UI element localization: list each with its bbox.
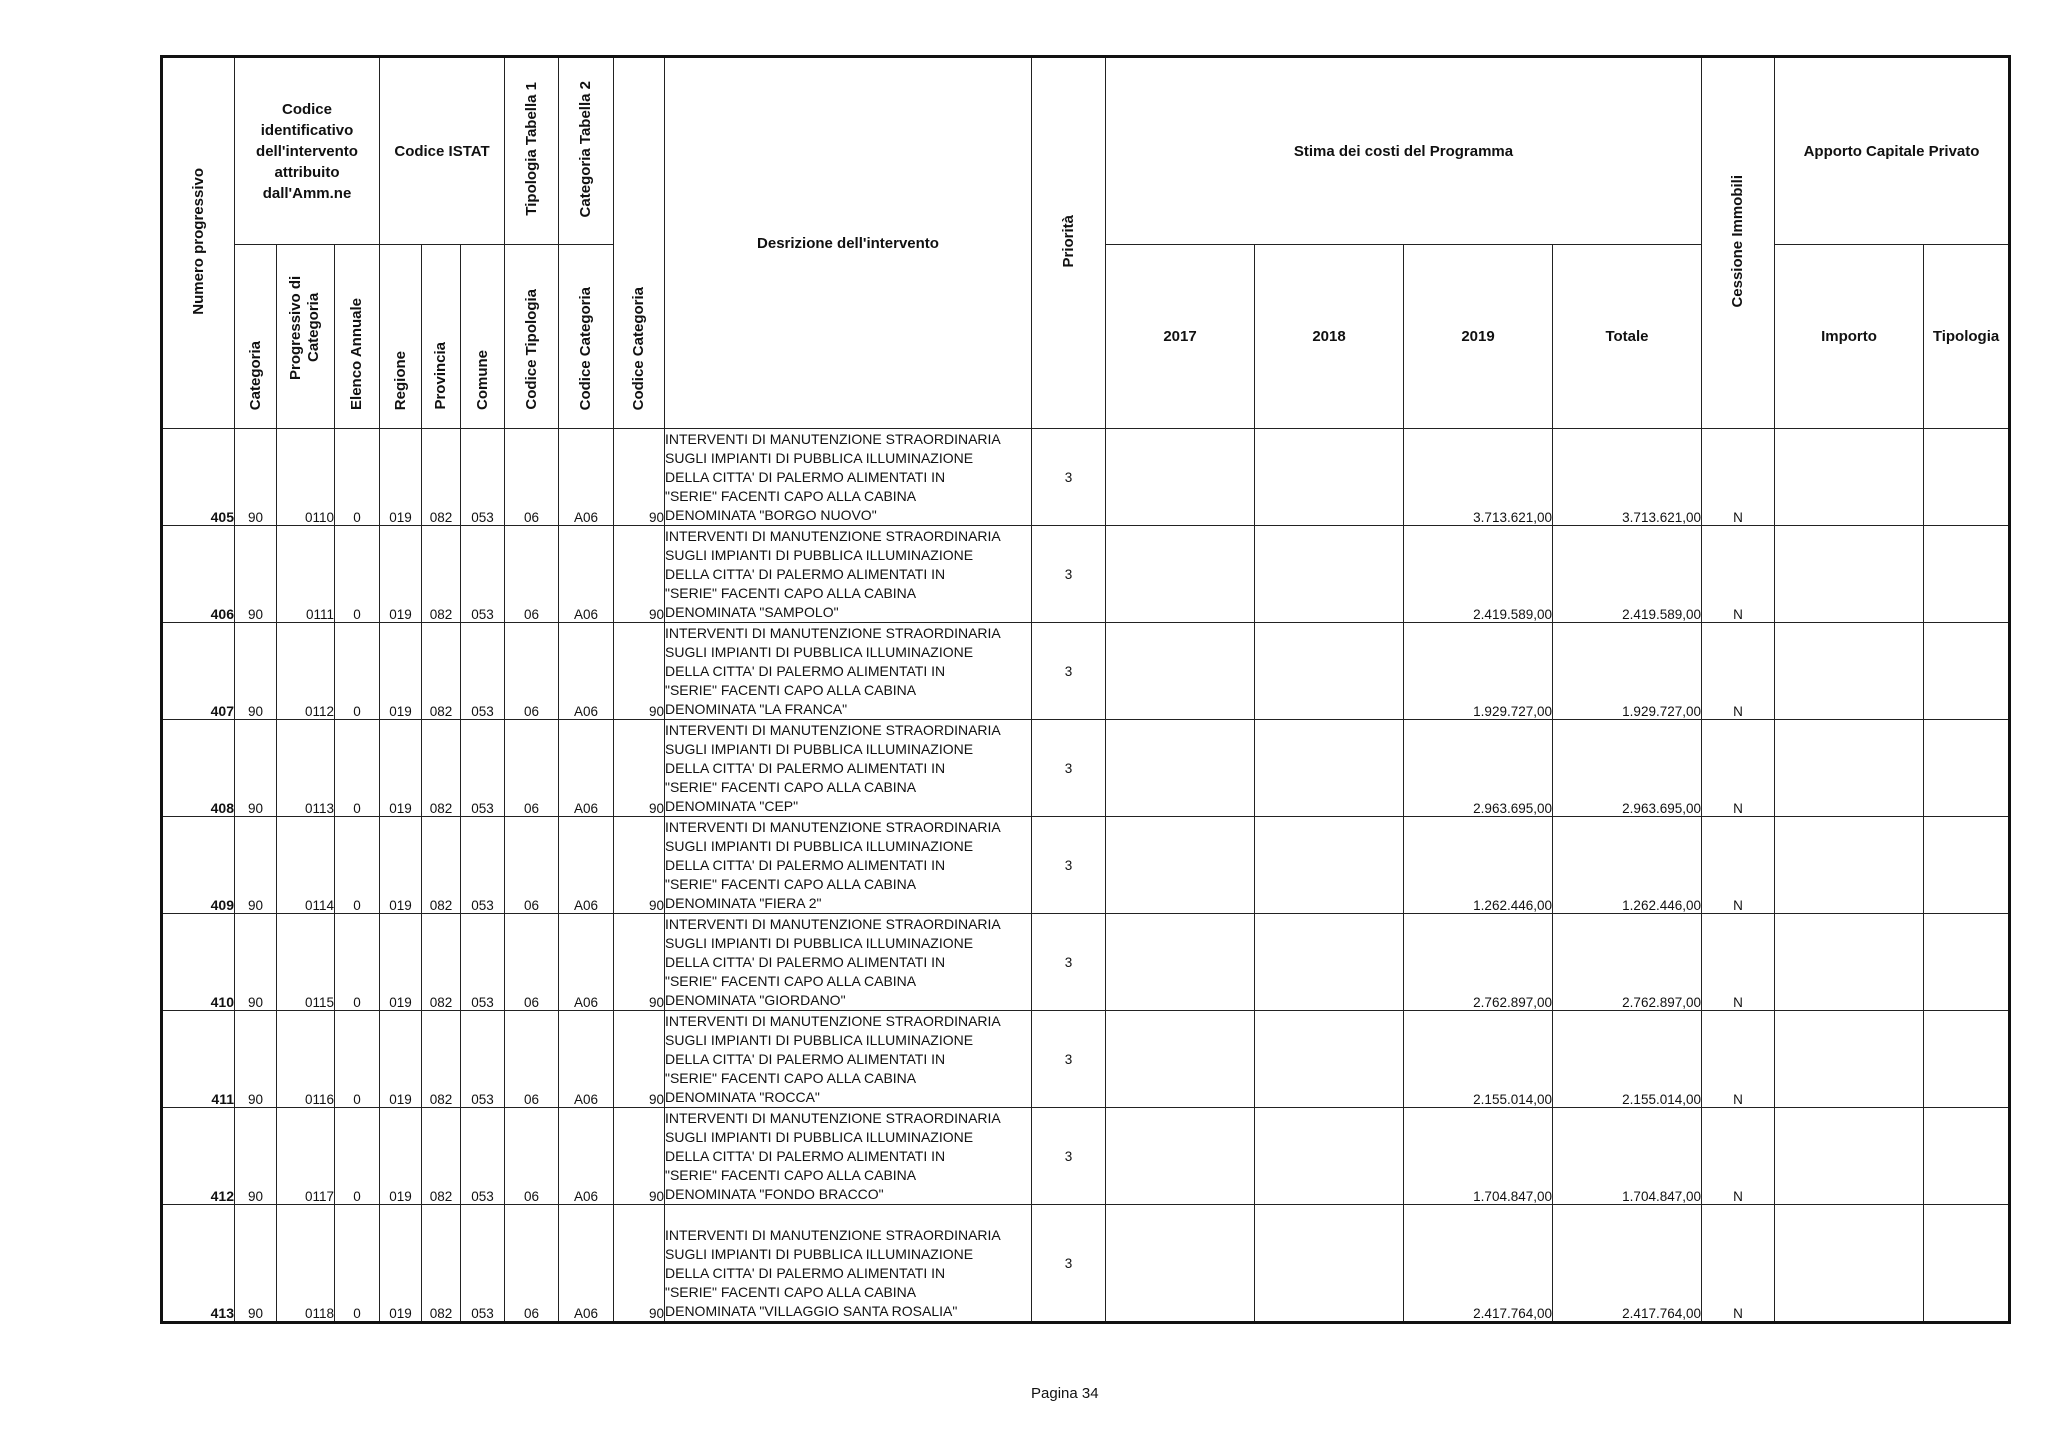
header-priorita: Priorità	[1032, 57, 1106, 429]
comune-cell: 053	[461, 914, 505, 1011]
cessione-cell: N	[1702, 914, 1775, 1011]
tipologia-cell: 06	[505, 429, 559, 526]
totale-cell: 3.713.621,00	[1553, 429, 1702, 526]
priorita-cell: 3	[1032, 720, 1106, 817]
page-number: Pagina 34	[1031, 1385, 1099, 1402]
categoria-cell: 90	[235, 429, 277, 526]
importo-cell	[1775, 1011, 1924, 1108]
header-codice-categoria-1: Codice Categoria	[559, 245, 614, 429]
descrizione-cell	[665, 1011, 1032, 1108]
categoria-cell: 90	[235, 914, 277, 1011]
costo-2018-cell	[1255, 1108, 1404, 1205]
codice-categoria-cell: A06	[559, 526, 614, 623]
provincia-cell: 082	[422, 1205, 461, 1323]
descrizione-line: SUGLI IMPIANTI DI PUBBLICA ILLUMINAZIONE	[665, 741, 974, 757]
numero-cell: 410	[162, 914, 235, 1011]
descrizione-line: DENOMINATA "SAMPOLO"	[665, 604, 839, 620]
costo-2017-cell	[1106, 1205, 1255, 1323]
tipologia-privato-cell	[1924, 720, 2010, 817]
priorita-cell: 3	[1032, 1205, 1106, 1323]
totale-cell: 1.929.727,00	[1553, 623, 1702, 720]
progressivo-cell: 0111	[277, 526, 335, 623]
descrizione-line: INTERVENTI DI MANUTENZIONE STRAORDINARIA	[665, 819, 1001, 835]
importo-cell	[1775, 1108, 1924, 1205]
tipologia-cell: 06	[505, 526, 559, 623]
regione-cell: 019	[380, 1205, 422, 1323]
descrizione-line: SUGLI IMPIANTI DI PUBBLICA ILLUMINAZIONE	[665, 935, 974, 951]
codice-categoria-2-cell: 90	[614, 1108, 665, 1205]
numero-cell: 413	[162, 1205, 235, 1323]
costo-2018-cell	[1255, 817, 1404, 914]
header-cessione-immobili: Cessione Immobili	[1702, 57, 1775, 429]
descrizione-line: INTERVENTI DI MANUTENZIONE STRAORDINARIA	[665, 528, 1001, 544]
numero-cell: 406	[162, 526, 235, 623]
codice-categoria-2-cell: 90	[614, 1011, 665, 1108]
provincia-cell: 082	[422, 1108, 461, 1205]
elenco-cell: 0	[335, 720, 380, 817]
tipologia-privato-cell	[1924, 914, 2010, 1011]
priorita-cell: 3	[1032, 914, 1106, 1011]
descrizione-line: INTERVENTI DI MANUTENZIONE STRAORDINARIA	[665, 1110, 1001, 1126]
numero-cell: 408	[162, 720, 235, 817]
costo-2019-cell: 2.419.589,00	[1404, 526, 1553, 623]
codice-categoria-2-cell: 90	[614, 623, 665, 720]
totale-cell: 2.155.014,00	[1553, 1011, 1702, 1108]
descrizione-cell	[665, 526, 1032, 623]
categoria-cell: 90	[235, 526, 277, 623]
descrizione-cell	[665, 1205, 1032, 1323]
costo-2018-cell	[1255, 1205, 1404, 1323]
comune-cell: 053	[461, 429, 505, 526]
header-tipologia: Tipologia	[1924, 245, 2010, 429]
comune-cell: 053	[461, 1108, 505, 1205]
descrizione-line: DELLA CITTA' DI PALERMO ALIMENTATI IN	[665, 566, 946, 582]
header-2019: 2019	[1404, 245, 1553, 429]
provincia-cell: 082	[422, 914, 461, 1011]
codice-categoria-cell: A06	[559, 817, 614, 914]
totale-cell: 2.419.589,00	[1553, 526, 1702, 623]
priorita-cell: 3	[1032, 623, 1106, 720]
tipologia-cell: 06	[505, 1108, 559, 1205]
descrizione-line: "SERIE" FACENTI CAPO ALLA CABINA	[665, 779, 917, 795]
progressivo-cell: 0112	[277, 623, 335, 720]
table-body	[162, 429, 2010, 1323]
descrizione-line: SUGLI IMPIANTI DI PUBBLICA ILLUMINAZIONE	[665, 644, 974, 660]
regione-cell: 019	[380, 1108, 422, 1205]
table-row	[162, 914, 2010, 1011]
provincia-cell: 082	[422, 429, 461, 526]
tipologia-cell: 06	[505, 914, 559, 1011]
cessione-cell: N	[1702, 1011, 1775, 1108]
progressivo-cell: 0117	[277, 1108, 335, 1205]
totale-cell: 1.262.446,00	[1553, 817, 1702, 914]
elenco-cell: 0	[335, 914, 380, 1011]
header-codice-istat: Codice ISTAT	[380, 57, 505, 245]
costo-2019-cell: 1.704.847,00	[1404, 1108, 1553, 1205]
costo-2017-cell	[1106, 817, 1255, 914]
descrizione-line: SUGLI IMPIANTI DI PUBBLICA ILLUMINAZIONE	[665, 1246, 974, 1262]
codice-categoria-2-cell: 90	[614, 817, 665, 914]
descrizione-line: DELLA CITTA' DI PALERMO ALIMENTATI IN	[665, 857, 946, 873]
descrizione-line: SUGLI IMPIANTI DI PUBBLICA ILLUMINAZIONE	[665, 1032, 974, 1048]
descrizione-line: "SERIE" FACENTI CAPO ALLA CABINA	[665, 1167, 917, 1183]
descrizione-line: INTERVENTI DI MANUTENZIONE STRAORDINARIA	[665, 1227, 1001, 1243]
header-2017: 2017	[1106, 245, 1255, 429]
descrizione-line: DENOMINATA "GIORDANO"	[665, 992, 846, 1008]
descrizione-cell	[665, 914, 1032, 1011]
importo-cell	[1775, 720, 1924, 817]
header-stima-costi: Stima dei costi del Programma	[1106, 57, 1702, 245]
importo-cell	[1775, 817, 1924, 914]
codice-categoria-cell: A06	[559, 623, 614, 720]
programma-table	[160, 55, 2011, 1324]
descrizione-line: DENOMINATA "FIERA 2"	[665, 895, 822, 911]
cessione-cell: N	[1702, 1108, 1775, 1205]
numero-cell: 412	[162, 1108, 235, 1205]
descrizione-line: DELLA CITTA' DI PALERMO ALIMENTATI IN	[665, 1265, 946, 1281]
header-totale: Totale	[1553, 245, 1702, 429]
tipologia-privato-cell	[1924, 623, 2010, 720]
descrizione-line: "SERIE" FACENTI CAPO ALLA CABINA	[665, 876, 917, 892]
descrizione-line: DELLA CITTA' DI PALERMO ALIMENTATI IN	[665, 469, 946, 485]
priorita-cell: 3	[1032, 817, 1106, 914]
numero-cell: 407	[162, 623, 235, 720]
regione-cell: 019	[380, 914, 422, 1011]
header-progressivo-categoria: Progressivo di Categoria	[277, 245, 335, 429]
progressivo-cell: 0116	[277, 1011, 335, 1108]
header-codice-identificativo: Codice identificativo dell'intervento attribuito dall'Amm.ne	[235, 57, 380, 245]
tipologia-privato-cell	[1924, 526, 2010, 623]
table-row	[162, 623, 2010, 720]
provincia-cell: 082	[422, 526, 461, 623]
descrizione-line: INTERVENTI DI MANUTENZIONE STRAORDINARIA	[665, 722, 1001, 738]
regione-cell: 019	[380, 623, 422, 720]
priorita-cell: 3	[1032, 429, 1106, 526]
cessione-cell: N	[1702, 1205, 1775, 1323]
header-apporto-capitale: Apporto Capitale Privato	[1775, 57, 2010, 245]
header-tipologia-tabella1: Tipologia Tabella 1	[505, 57, 559, 245]
descrizione-cell	[665, 429, 1032, 526]
codice-categoria-cell: A06	[559, 1011, 614, 1108]
descrizione-line: DELLA CITTA' DI PALERMO ALIMENTATI IN	[665, 760, 946, 776]
table-row	[162, 720, 2010, 817]
header-numero-progressivo: Numero progressivo	[162, 57, 235, 429]
tipologia-cell: 06	[505, 1011, 559, 1108]
tipologia-cell: 06	[505, 623, 559, 720]
costo-2017-cell	[1106, 623, 1255, 720]
codice-categoria-2-cell: 90	[614, 914, 665, 1011]
tipologia-cell: 06	[505, 1205, 559, 1323]
priorita-cell: 3	[1032, 526, 1106, 623]
regione-cell: 019	[380, 720, 422, 817]
descrizione-line: "SERIE" FACENTI CAPO ALLA CABINA	[665, 585, 917, 601]
descrizione-line: DELLA CITTA' DI PALERMO ALIMENTATI IN	[665, 1051, 946, 1067]
header-codice-tipologia: Codice Tipologia	[505, 245, 559, 429]
descrizione-line: SUGLI IMPIANTI DI PUBBLICA ILLUMINAZIONE	[665, 547, 974, 563]
descrizione-line: INTERVENTI DI MANUTENZIONE STRAORDINARIA	[665, 916, 1001, 932]
table-row	[162, 1205, 2010, 1323]
priorita-cell: 3	[1032, 1108, 1106, 1205]
table-row	[162, 526, 2010, 623]
descrizione-line: "SERIE" FACENTI CAPO ALLA CABINA	[665, 682, 917, 698]
categoria-cell: 90	[235, 623, 277, 720]
regione-cell: 019	[380, 526, 422, 623]
progressivo-cell: 0118	[277, 1205, 335, 1323]
header-regione: Regione	[380, 245, 422, 429]
costo-2019-cell: 2.963.695,00	[1404, 720, 1553, 817]
elenco-cell: 0	[335, 1011, 380, 1108]
costo-2017-cell	[1106, 720, 1255, 817]
costo-2017-cell	[1106, 1108, 1255, 1205]
codice-categoria-cell: A06	[559, 429, 614, 526]
header-descrizione: Desrizione dell'intervento	[665, 57, 1032, 429]
descrizione-line: INTERVENTI DI MANUTENZIONE STRAORDINARIA	[665, 431, 1001, 447]
costo-2018-cell	[1255, 429, 1404, 526]
descrizione-line: "SERIE" FACENTI CAPO ALLA CABINA	[665, 1284, 917, 1300]
comune-cell: 053	[461, 1011, 505, 1108]
elenco-cell: 0	[335, 817, 380, 914]
provincia-cell: 082	[422, 623, 461, 720]
header-categoria: Categoria	[235, 245, 277, 429]
descrizione-line: DENOMINATA "LA FRANCA"	[665, 701, 848, 717]
table-row	[162, 817, 2010, 914]
costo-2017-cell	[1106, 1011, 1255, 1108]
costo-2019-cell: 3.713.621,00	[1404, 429, 1553, 526]
cessione-cell: N	[1702, 817, 1775, 914]
tipologia-privato-cell	[1924, 429, 2010, 526]
regione-cell: 019	[380, 817, 422, 914]
categoria-cell: 90	[235, 1011, 277, 1108]
costo-2018-cell	[1255, 526, 1404, 623]
codice-categoria-cell: A06	[559, 720, 614, 817]
regione-cell: 019	[380, 429, 422, 526]
codice-categoria-cell: A06	[559, 914, 614, 1011]
descrizione-cell	[665, 1108, 1032, 1205]
header-categoria-tabella2: Categoria Tabella 2	[559, 57, 614, 245]
codice-categoria-2-cell: 90	[614, 526, 665, 623]
costo-2018-cell	[1255, 720, 1404, 817]
progressivo-cell: 0114	[277, 817, 335, 914]
cessione-cell: N	[1702, 526, 1775, 623]
costo-2019-cell: 2.417.764,00	[1404, 1205, 1553, 1323]
comune-cell: 053	[461, 526, 505, 623]
tipologia-privato-cell	[1924, 1011, 2010, 1108]
provincia-cell: 082	[422, 1011, 461, 1108]
descrizione-line: DENOMINATA "ROCCA"	[665, 1089, 820, 1105]
codice-categoria-2-cell: 90	[614, 720, 665, 817]
descrizione-line: "SERIE" FACENTI CAPO ALLA CABINA	[665, 973, 917, 989]
provincia-cell: 082	[422, 720, 461, 817]
progressivo-cell: 0113	[277, 720, 335, 817]
importo-cell	[1775, 914, 1924, 1011]
codice-categoria-cell: A06	[559, 1205, 614, 1323]
descrizione-line: INTERVENTI DI MANUTENZIONE STRAORDINARIA	[665, 1013, 1001, 1029]
descrizione-line: DENOMINATA "BORGO NUOVO"	[665, 507, 877, 523]
cessione-cell: N	[1702, 720, 1775, 817]
costo-2017-cell	[1106, 526, 1255, 623]
descrizione-line: DENOMINATA "CEP"	[665, 798, 799, 814]
categoria-cell: 90	[235, 1205, 277, 1323]
costo-2017-cell	[1106, 429, 1255, 526]
descrizione-line: INTERVENTI DI MANUTENZIONE STRAORDINARIA	[665, 625, 1001, 641]
codice-categoria-cell: A06	[559, 1108, 614, 1205]
cessione-cell: N	[1702, 429, 1775, 526]
descrizione-line: "SERIE" FACENTI CAPO ALLA CABINA	[665, 488, 917, 504]
header-2018: 2018	[1255, 245, 1404, 429]
categoria-cell: 90	[235, 1108, 277, 1205]
elenco-cell: 0	[335, 429, 380, 526]
comune-cell: 053	[461, 817, 505, 914]
elenco-cell: 0	[335, 623, 380, 720]
table-row	[162, 1011, 2010, 1108]
descrizione-line: DELLA CITTA' DI PALERMO ALIMENTATI IN	[665, 1148, 946, 1164]
descrizione-cell	[665, 623, 1032, 720]
header-provincia: Provincia	[422, 245, 461, 429]
costo-2019-cell: 2.762.897,00	[1404, 914, 1553, 1011]
codice-categoria-2-cell: 90	[614, 429, 665, 526]
comune-cell: 053	[461, 1205, 505, 1323]
tipologia-privato-cell	[1924, 1205, 2010, 1323]
numero-cell: 411	[162, 1011, 235, 1108]
priorita-cell: 3	[1032, 1011, 1106, 1108]
totale-cell: 2.963.695,00	[1553, 720, 1702, 817]
tipologia-privato-cell	[1924, 817, 2010, 914]
costo-2019-cell: 2.155.014,00	[1404, 1011, 1553, 1108]
descrizione-line: DELLA CITTA' DI PALERMO ALIMENTATI IN	[665, 954, 946, 970]
importo-cell	[1775, 429, 1924, 526]
descrizione-cell	[665, 720, 1032, 817]
categoria-cell: 90	[235, 720, 277, 817]
descrizione-line: DENOMINATA "VILLAGGIO SANTA ROSALIA"	[665, 1303, 958, 1319]
costo-2018-cell	[1255, 914, 1404, 1011]
header-codice-categoria-2: Codice Categoria	[614, 57, 665, 429]
table-row	[162, 429, 2010, 526]
cessione-cell: N	[1702, 623, 1775, 720]
tipologia-cell: 06	[505, 817, 559, 914]
elenco-cell: 0	[335, 526, 380, 623]
descrizione-line: SUGLI IMPIANTI DI PUBBLICA ILLUMINAZIONE	[665, 450, 974, 466]
codice-categoria-2-cell: 90	[614, 1205, 665, 1323]
provincia-cell: 082	[422, 817, 461, 914]
tipologia-cell: 06	[505, 720, 559, 817]
regione-cell: 019	[380, 1011, 422, 1108]
importo-cell	[1775, 623, 1924, 720]
numero-cell: 409	[162, 817, 235, 914]
descrizione-line: SUGLI IMPIANTI DI PUBBLICA ILLUMINAZIONE	[665, 838, 974, 854]
table-row	[162, 1108, 2010, 1205]
numero-cell: 405	[162, 429, 235, 526]
totale-cell: 2.762.897,00	[1553, 914, 1702, 1011]
header-comune: Comune	[461, 245, 505, 429]
descrizione-line: DELLA CITTA' DI PALERMO ALIMENTATI IN	[665, 663, 946, 679]
descrizione-line: SUGLI IMPIANTI DI PUBBLICA ILLUMINAZIONE	[665, 1129, 974, 1145]
costo-2018-cell	[1255, 1011, 1404, 1108]
elenco-cell: 0	[335, 1108, 380, 1205]
categoria-cell: 90	[235, 817, 277, 914]
descrizione-line: "SERIE" FACENTI CAPO ALLA CABINA	[665, 1070, 917, 1086]
comune-cell: 053	[461, 623, 505, 720]
tipologia-privato-cell	[1924, 1108, 2010, 1205]
costo-2017-cell	[1106, 914, 1255, 1011]
descrizione-cell	[665, 817, 1032, 914]
header-importo: Importo	[1775, 245, 1924, 429]
importo-cell	[1775, 1205, 1924, 1323]
importo-cell	[1775, 526, 1924, 623]
costo-2019-cell: 1.262.446,00	[1404, 817, 1553, 914]
header-elenco-annuale: Elenco Annuale	[335, 245, 380, 429]
totale-cell: 1.704.847,00	[1553, 1108, 1702, 1205]
costo-2018-cell	[1255, 623, 1404, 720]
comune-cell: 053	[461, 720, 505, 817]
descrizione-line: DENOMINATA "FONDO BRACCO"	[665, 1186, 884, 1202]
totale-cell: 2.417.764,00	[1553, 1205, 1702, 1323]
progressivo-cell: 0110	[277, 429, 335, 526]
costo-2019-cell: 1.929.727,00	[1404, 623, 1553, 720]
progressivo-cell: 0115	[277, 914, 335, 1011]
elenco-cell: 0	[335, 1205, 380, 1323]
